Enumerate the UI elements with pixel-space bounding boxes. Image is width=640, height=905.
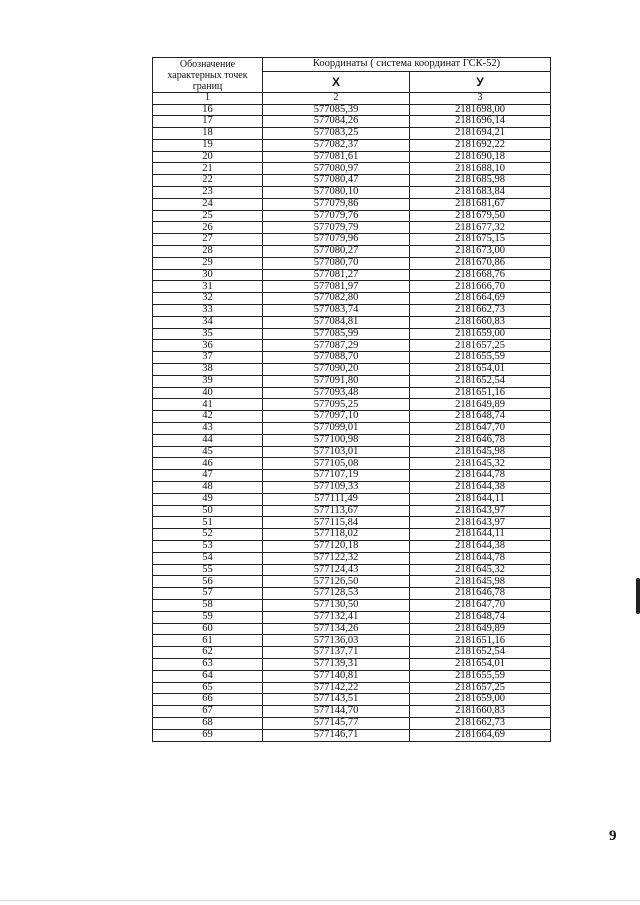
table-row [153, 599, 551, 611]
table-row [153, 540, 551, 552]
table-row [153, 670, 551, 682]
x-coordinate-cell: 577088,70 [263, 352, 410, 364]
table-row [153, 375, 551, 387]
x-coordinate-cell: 577091,80 [263, 375, 410, 387]
point-number-cell: 56 [153, 576, 263, 588]
point-number-cell: 22 [153, 175, 263, 187]
table-row [153, 387, 551, 399]
table-row [153, 151, 551, 163]
table-row [153, 517, 551, 529]
point-number-cell: 50 [153, 505, 263, 517]
point-number-cell: 45 [153, 446, 263, 458]
point-number-cell: 52 [153, 529, 263, 541]
table-row [153, 717, 551, 729]
point-number-cell: 57 [153, 588, 263, 600]
y-coordinate-cell: 2181645,32 [410, 458, 551, 470]
x-coordinate-cell: 577097,10 [263, 411, 410, 423]
table-row [153, 658, 551, 670]
x-coordinate-cell: 577132,41 [263, 611, 410, 623]
table-row [153, 635, 551, 647]
table-row [153, 246, 551, 258]
y-coordinate-cell: 2181649,89 [410, 399, 551, 411]
column-number-row [153, 93, 551, 105]
table-row [153, 104, 551, 116]
table-row [153, 482, 551, 494]
y-coordinate-cell: 2181670,86 [410, 257, 551, 269]
x-coordinate-cell: 577136,03 [263, 635, 410, 647]
y-coordinate-cell: 2181646,78 [410, 434, 551, 446]
x-coordinate-cell: 577082,37 [263, 139, 410, 151]
point-number-cell: 16 [153, 104, 263, 116]
y-coordinate-cell: 2181690,18 [410, 151, 551, 163]
x-coordinate-cell: 577081,61 [263, 151, 410, 163]
table-row [153, 552, 551, 564]
table-row [153, 257, 551, 269]
x-coordinate-cell: 577080,47 [263, 175, 410, 187]
point-number-cell: 30 [153, 269, 263, 281]
x-coordinate-cell: 577095,25 [263, 399, 410, 411]
table-row [153, 210, 551, 222]
point-number-cell: 35 [153, 328, 263, 340]
x-coordinate-cell: 577100,98 [263, 434, 410, 446]
point-number-cell: 28 [153, 246, 263, 258]
y-coordinate-cell: 2181692,22 [410, 139, 551, 151]
point-number-cell: 69 [153, 729, 263, 741]
y-coordinate-cell: 2181660,83 [410, 706, 551, 718]
point-number-cell: 64 [153, 670, 263, 682]
x-coordinate-cell: 577084,26 [263, 116, 410, 128]
y-coordinate-cell: 2181648,74 [410, 611, 551, 623]
y-coordinate-cell: 2181646,78 [410, 588, 551, 600]
x-coordinate-cell: 577137,71 [263, 647, 410, 659]
table-row [153, 458, 551, 470]
y-coordinate-cell: 2181644,11 [410, 529, 551, 541]
x-coordinate-cell: 577087,29 [263, 340, 410, 352]
y-coordinate-cell: 2181643,97 [410, 505, 551, 517]
y-coordinate-cell: 2181644,38 [410, 540, 551, 552]
point-number-cell: 23 [153, 187, 263, 199]
table-row [153, 505, 551, 517]
table-row [153, 682, 551, 694]
x-coordinate-cell: 577122,32 [263, 552, 410, 564]
point-number-cell: 25 [153, 210, 263, 222]
table-row [153, 163, 551, 175]
table-row [153, 706, 551, 718]
point-number-cell: 65 [153, 682, 263, 694]
y-coordinate-cell: 2181655,59 [410, 670, 551, 682]
x-coordinate-cell: 577120,18 [263, 540, 410, 552]
y-coordinate-cell: 2181657,25 [410, 340, 551, 352]
y-coordinate-cell: 2181666,70 [410, 281, 551, 293]
table-row [153, 281, 551, 293]
table-row [153, 729, 551, 741]
point-number-cell: 44 [153, 434, 263, 446]
table-row [153, 529, 551, 541]
y-coordinate-cell: 2181645,98 [410, 576, 551, 588]
y-coordinate-cell: 2181694,21 [410, 128, 551, 140]
y-coordinate-cell: 2181651,16 [410, 635, 551, 647]
x-coordinate-cell: 577144,70 [263, 706, 410, 718]
y-coordinate-cell: 2181647,70 [410, 599, 551, 611]
table-row [153, 470, 551, 482]
point-number-cell: 42 [153, 411, 263, 423]
y-coordinate-cell: 2181652,54 [410, 375, 551, 387]
x-coordinate-cell: 577085,99 [263, 328, 410, 340]
x-coordinate-cell: 577115,84 [263, 517, 410, 529]
x-coordinate-cell: 577124,43 [263, 564, 410, 576]
y-coordinate-cell: 2181644,78 [410, 470, 551, 482]
header-point-label: Обозначение характерных точек границ [153, 58, 263, 93]
x-coordinate-cell: 577109,33 [263, 482, 410, 494]
x-coordinate-cell: 577139,31 [263, 658, 410, 670]
point-number-cell: 67 [153, 706, 263, 718]
point-number-cell: 34 [153, 316, 263, 328]
x-coordinate-cell: 577081,97 [263, 281, 410, 293]
x-coordinate-cell: 577084,81 [263, 316, 410, 328]
x-coordinate-cell: 577079,96 [263, 234, 410, 246]
point-number-cell: 43 [153, 423, 263, 435]
point-number-cell: 51 [153, 517, 263, 529]
table-row [153, 364, 551, 376]
x-coordinate-cell: 577079,79 [263, 222, 410, 234]
x-coordinate-cell: 577083,74 [263, 305, 410, 317]
point-number-cell: 58 [153, 599, 263, 611]
x-coordinate-cell: 577093,48 [263, 387, 410, 399]
y-coordinate-cell: 2181664,69 [410, 293, 551, 305]
table-row [153, 305, 551, 317]
header-coordinates-group: Координаты ( система координат ГСК-52) [263, 58, 551, 72]
y-coordinate-cell: 2181688,10 [410, 163, 551, 175]
y-coordinate-cell: 2181675,15 [410, 234, 551, 246]
table-row [153, 128, 551, 140]
table-row [153, 340, 551, 352]
point-number-cell: 47 [153, 470, 263, 482]
point-number-cell: 20 [153, 151, 263, 163]
y-coordinate-cell: 2181679,50 [410, 210, 551, 222]
point-number-cell: 59 [153, 611, 263, 623]
x-coordinate-cell: 577145,77 [263, 717, 410, 729]
table-row [153, 493, 551, 505]
point-number-cell: 48 [153, 482, 263, 494]
table-row [153, 293, 551, 305]
scan-bottom-line [0, 900, 640, 901]
point-number-cell: 18 [153, 128, 263, 140]
x-coordinate-cell: 577103,01 [263, 446, 410, 458]
table-row [153, 269, 551, 281]
y-coordinate-cell: 2181668,76 [410, 269, 551, 281]
y-coordinate-cell: 2181647,70 [410, 423, 551, 435]
y-coordinate-cell: 2181681,67 [410, 198, 551, 210]
point-number-cell: 63 [153, 658, 263, 670]
y-coordinate-cell: 2181645,98 [410, 446, 551, 458]
table-row [153, 352, 551, 364]
x-coordinate-cell: 577143,51 [263, 694, 410, 706]
point-number-cell: 53 [153, 540, 263, 552]
x-coordinate-cell: 577118,02 [263, 529, 410, 541]
table-row [153, 423, 551, 435]
x-coordinate-cell: 577090,20 [263, 364, 410, 376]
y-coordinate-cell: 2181698,00 [410, 104, 551, 116]
table-row [153, 411, 551, 423]
header-y: У [410, 72, 551, 93]
column-number: 1 [153, 93, 263, 105]
x-coordinate-cell: 577113,67 [263, 505, 410, 517]
y-coordinate-cell: 2181662,73 [410, 717, 551, 729]
x-coordinate-cell: 577105,08 [263, 458, 410, 470]
x-coordinate-cell: 577146,71 [263, 729, 410, 741]
y-coordinate-cell: 2181652,54 [410, 647, 551, 659]
table-row [153, 399, 551, 411]
y-coordinate-cell: 2181660,83 [410, 316, 551, 328]
table-row [153, 116, 551, 128]
point-number-cell: 38 [153, 364, 263, 376]
y-coordinate-cell: 2181662,73 [410, 305, 551, 317]
point-number-cell: 49 [153, 493, 263, 505]
point-number-cell: 62 [153, 647, 263, 659]
y-coordinate-cell: 2181659,00 [410, 328, 551, 340]
point-number-cell: 32 [153, 293, 263, 305]
y-coordinate-cell: 2181645,32 [410, 564, 551, 576]
x-coordinate-cell: 577140,81 [263, 670, 410, 682]
y-coordinate-cell: 2181643,97 [410, 517, 551, 529]
point-number-cell: 66 [153, 694, 263, 706]
table-row [153, 198, 551, 210]
coordinates-table [152, 57, 551, 742]
table-row [153, 564, 551, 576]
x-coordinate-cell: 577079,76 [263, 210, 410, 222]
point-number-cell: 61 [153, 635, 263, 647]
x-coordinate-cell: 577134,26 [263, 623, 410, 635]
table-row [153, 316, 551, 328]
table-row [153, 222, 551, 234]
table-row [153, 576, 551, 588]
header-x: X [263, 72, 410, 93]
table-row [153, 446, 551, 458]
point-number-cell: 46 [153, 458, 263, 470]
table-row [153, 588, 551, 600]
column-number: 2 [263, 93, 410, 105]
point-number-cell: 54 [153, 552, 263, 564]
y-coordinate-cell: 2181654,01 [410, 364, 551, 376]
point-number-cell: 31 [153, 281, 263, 293]
y-coordinate-cell: 2181685,98 [410, 175, 551, 187]
column-number: 3 [410, 93, 551, 105]
point-number-cell: 60 [153, 623, 263, 635]
x-coordinate-cell: 577142,22 [263, 682, 410, 694]
y-coordinate-cell: 2181655,59 [410, 352, 551, 364]
y-coordinate-cell: 2181683,84 [410, 187, 551, 199]
point-number-cell: 55 [153, 564, 263, 576]
page-number: 9 [609, 828, 617, 844]
scan-edge-mark [636, 578, 640, 614]
y-coordinate-cell: 2181649,89 [410, 623, 551, 635]
point-number-cell: 17 [153, 116, 263, 128]
table-row [153, 187, 551, 199]
table-row [153, 234, 551, 246]
y-coordinate-cell: 2181654,01 [410, 658, 551, 670]
x-coordinate-cell: 577080,97 [263, 163, 410, 175]
point-number-cell: 21 [153, 163, 263, 175]
table-row [153, 328, 551, 340]
point-number-cell: 36 [153, 340, 263, 352]
y-coordinate-cell: 2181677,32 [410, 222, 551, 234]
y-coordinate-cell: 2181696,14 [410, 116, 551, 128]
table-body [153, 104, 551, 741]
point-number-cell: 24 [153, 198, 263, 210]
x-coordinate-cell: 577083,25 [263, 128, 410, 140]
point-number-cell: 40 [153, 387, 263, 399]
y-coordinate-cell: 2181644,11 [410, 493, 551, 505]
point-number-cell: 29 [153, 257, 263, 269]
y-coordinate-cell: 2181664,69 [410, 729, 551, 741]
x-coordinate-cell: 577130,50 [263, 599, 410, 611]
y-coordinate-cell: 2181657,25 [410, 682, 551, 694]
point-number-cell: 39 [153, 375, 263, 387]
table-row [153, 623, 551, 635]
y-coordinate-cell: 2181659,00 [410, 694, 551, 706]
table-row [153, 611, 551, 623]
point-number-cell: 26 [153, 222, 263, 234]
x-coordinate-cell: 577111,49 [263, 493, 410, 505]
x-coordinate-cell: 577085,39 [263, 104, 410, 116]
x-coordinate-cell: 577126,50 [263, 576, 410, 588]
x-coordinate-cell: 577080,10 [263, 187, 410, 199]
point-number-cell: 33 [153, 305, 263, 317]
x-coordinate-cell: 577107,19 [263, 470, 410, 482]
table-row [153, 139, 551, 151]
point-number-cell: 41 [153, 399, 263, 411]
x-coordinate-cell: 577099,01 [263, 423, 410, 435]
x-coordinate-cell: 577080,27 [263, 246, 410, 258]
table-row [153, 434, 551, 446]
table-row [153, 175, 551, 187]
y-coordinate-cell: 2181644,38 [410, 482, 551, 494]
table-row [153, 647, 551, 659]
x-coordinate-cell: 577081,27 [263, 269, 410, 281]
y-coordinate-cell: 2181644,78 [410, 552, 551, 564]
point-number-cell: 19 [153, 139, 263, 151]
y-coordinate-cell: 2181648,74 [410, 411, 551, 423]
y-coordinate-cell: 2181651,16 [410, 387, 551, 399]
x-coordinate-cell: 577079,86 [263, 198, 410, 210]
table-row [153, 694, 551, 706]
point-number-cell: 37 [153, 352, 263, 364]
y-coordinate-cell: 2181673,00 [410, 246, 551, 258]
x-coordinate-cell: 577080,70 [263, 257, 410, 269]
x-coordinate-cell: 577128,53 [263, 588, 410, 600]
point-number-cell: 27 [153, 234, 263, 246]
point-number-cell: 68 [153, 717, 263, 729]
x-coordinate-cell: 577082,80 [263, 293, 410, 305]
